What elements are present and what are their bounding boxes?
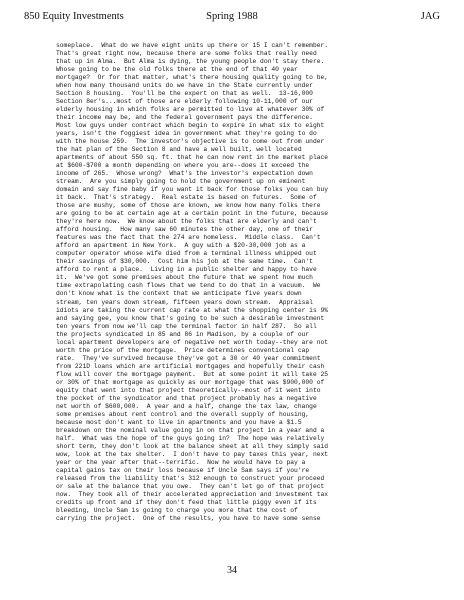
body-line: that up in Alma. But Alma is dying, the young people don't stay there. (56, 58, 325, 66)
body-line: and saying gee, you know that's going to be such a desirable investment (56, 314, 325, 322)
body-line: at $600-$700 a month depending on where you are--does it exceed the (56, 162, 310, 170)
body-line: capital gains tax on their loss because if Uncle Sam says if you're (56, 466, 310, 474)
body-line: years, isn't the foggiest idea in government what they're going to do (56, 130, 317, 138)
body-line: from 221D loans which are artificial mortgages and hopefully their cash (56, 362, 325, 370)
body-line: wow, look at the tax shelter. I don't have to pay taxes this year, next (56, 450, 329, 458)
body-line: elderly housing in which folks are permitted to live at whatever 30% of (56, 106, 325, 114)
body-line: apartments of about 550 sq. ft. that he can now rent in the market place (56, 154, 329, 162)
body-line: they're here now. We know about the folks that are elderly and can't (56, 218, 317, 226)
body-line: income of 265. Whose wrong? What's the investor's expectation down (56, 170, 313, 178)
body-line: their savings of $30,000. Cost him his job at the same time. Can't (56, 258, 313, 266)
body-line: Most low guys under contract which begin to expire in what six to eight (56, 122, 325, 130)
body-line: it. We've got some premises about the future that we spent how much (56, 274, 313, 282)
page-header (24, 11, 440, 25)
header-course-title: 850 Equity Investments (24, 11, 124, 22)
body-line: now. They took all of their accelerated appreciation and investment tax (56, 490, 329, 498)
body-line: credits up front and if they don't feed that little piggy even if its (56, 498, 317, 506)
body-line: the pocket of the syndicator and that project probably has a negative (56, 394, 317, 402)
body-line: afford to rent a place. Living in a public shelter and happy to have (56, 266, 317, 274)
body-line: Whose going to be the old folks there at the end of that 40 year (56, 66, 298, 74)
body-line: those are mushy, some of those are known, we know how many folks there (56, 202, 321, 210)
body-line: Section 8er's...most of those are elderly following 10-11,000 of our (56, 98, 313, 106)
body-line: because most don't want to live in apartments and you have a $1.5 (56, 418, 302, 426)
body-line: it back. That's strategy. Real estate is based on futures. Some of (56, 194, 317, 202)
transcript-body (56, 42, 408, 523)
body-line: their income may be, and the federal government pays the difference. (56, 114, 313, 122)
body-line: with the house 259. The investor's objective is to come out from under (56, 138, 325, 146)
body-line: rate. They've survived because they've got a 30 or 40 year commitment (56, 354, 321, 362)
body-line: short term, they don't look at the balance sheet at all they simply said (56, 442, 329, 450)
body-line: year or the year after that--terrific. Now he would have to pay a (56, 458, 306, 466)
header-term: Spring 1988 (206, 11, 258, 22)
body-line: stream, ten years down stream, fifteen years down stream. Appraisal (56, 298, 313, 306)
body-line: mortgage? Or for that matter, what's there housing quality going to be, (56, 74, 329, 82)
body-line: stream. Are you simply going to hold the government up on eminent (56, 178, 306, 186)
body-line: features was the fact that the 274 are homeless. Middle class. Can't (56, 234, 321, 242)
body-line: net worth of $600,000. A year and a half, change the tax law, change (56, 402, 317, 410)
header-initials: JAG (420, 11, 440, 22)
body-line: time extrapolating cash flows that we tend to do that in a vacuum. We (56, 282, 321, 290)
body-line: released from the liability that's 312 enough to construct your proceed (56, 474, 325, 482)
body-line: the projects syndicated in 85 and 86 in Madison, by a couple of our (56, 330, 310, 338)
body-line: ten years from now we'll cap the terminal factor in half 287. So all (56, 322, 317, 330)
body-line: when how many thousand units do we have in the State currently under (56, 82, 313, 90)
body-line: domain and say fine baby if you want it back for those folks you can buy (56, 186, 329, 194)
body-line: afford an apartment in New York. A guy with a $20-30,000 job as a (56, 242, 306, 250)
body-line: flow will cover the mortgage payment. But at some point it will take 25 (56, 370, 329, 378)
body-line: someplace. What do we have eight units up there or 15 I can't remember. (56, 42, 329, 49)
body-line: some premises about rent control and the overall supply of housing, (56, 410, 310, 418)
body-line: the hat plan of the Section 8 and have a well built, well located (56, 146, 302, 154)
body-line: half. What was the hope of the guys going in? The hope was relatively (56, 434, 325, 442)
body-line: breakdown on the nominal value going in on that project in a year and a (56, 426, 325, 434)
body-line: or 30% of that mortgage as quickly as our mortgage that was $900,000 of (56, 378, 325, 386)
body-line: or sale at the balance that you owe. They can't let go of that project (56, 482, 325, 490)
body-line: afford housing. How many saw 60 minutes the other day, one of their (56, 226, 313, 234)
body-line: bleeding, Uncle Sam is going to charge you more that the cost of (56, 506, 298, 514)
body-line: That's great right now, because there are some folks that really need (56, 50, 317, 58)
body-line: equity that went into that project theoretically--most of it went into (56, 386, 321, 394)
page-number: 34 (227, 565, 237, 576)
body-line: computer operator whose wife died from a terminal illness whipped out (56, 250, 317, 258)
body-line: are going to be at certain age at a certain point in the future, because (56, 210, 329, 218)
body-line: worth the price of the mortgage. Price determines conventional cap (56, 346, 310, 354)
body-line: local apartment developers are of negative net worth today--they are not (56, 338, 329, 346)
body-line: don't know what is the context that we anticipate five years down (56, 290, 302, 298)
body-line: Section 8 housing. You'll be the expert on that as well. 13-16,000 (56, 90, 313, 98)
body-line: idiots are taking the current cap rate at what the shopping center is 9% (56, 306, 329, 314)
body-line: carrying the project. One of the results, you have to have some sense (56, 514, 321, 522)
